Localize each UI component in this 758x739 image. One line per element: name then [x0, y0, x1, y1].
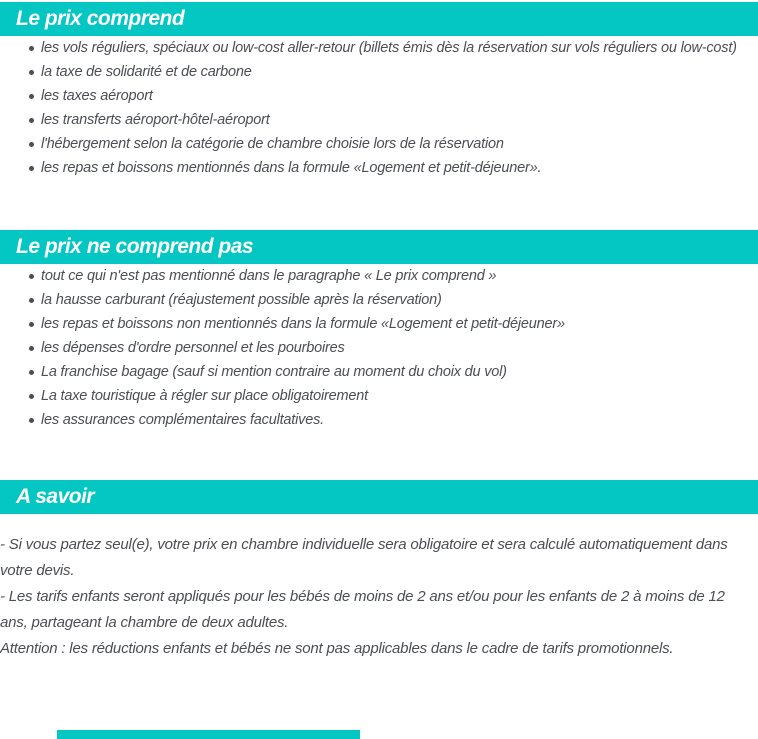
price-includes-list	[0, 36, 758, 180]
bullet-dot	[29, 46, 34, 51]
bullet-text: la hausse carburant (réajustement possible après la réservation)	[41, 292, 442, 308]
bullet-text: les dépenses d'ordre personnel et les pourboires	[41, 340, 345, 356]
note-paragraph: - Les tarifs enfants seront appliqués pour les bébés de moins de 2 ans et/ou pour les enfants de 2 à moins de 12 ans, partageant la chambre de deux adultes.	[0, 588, 725, 631]
bullet-text: les repas et boissons mentionnés dans la formule «Logement et petit-déjeuner».	[41, 160, 542, 176]
section-header-price-excludes: Le prix ne comprend pas	[0, 230, 758, 264]
bullet-dot	[29, 418, 34, 423]
bullet-dot	[29, 322, 34, 327]
price-excludes-list-group-1	[0, 264, 758, 312]
list-item	[28, 84, 748, 108]
list-item	[28, 384, 748, 408]
price-excludes-list-group-3	[0, 360, 758, 432]
bullet-text: les assurances complémentaires facultatives.	[41, 412, 324, 428]
bullet-dot	[29, 298, 34, 303]
bullet-dot	[29, 166, 34, 171]
list-item	[28, 132, 748, 156]
bullet-dot	[29, 118, 34, 123]
price-excludes-list-group-2	[0, 312, 758, 360]
bullet-text: La taxe touristique à régler sur place obligatoirement	[41, 388, 368, 404]
bullet-text: La franchise bagage (sauf si mention contraire au moment du choix du vol)	[41, 364, 507, 380]
bullet-dot	[29, 142, 34, 147]
list-item	[28, 288, 748, 312]
bullet-dot	[29, 94, 34, 99]
note-paragraph: Attention : les réductions enfants et bébés ne sont pas applicables dans le cadre de tarifs promotionnels.	[0, 640, 674, 657]
bullet-text: les taxes aéroport	[41, 88, 153, 104]
section-header-good-to-know: A savoir	[0, 480, 758, 514]
bullet-dot	[29, 346, 34, 351]
list-item	[28, 312, 748, 336]
section-header-price-includes: Le prix comprend	[0, 2, 758, 36]
list-item	[28, 336, 748, 360]
bullet-text: les vols réguliers, spéciaux ou low-cost aller-retour (billets émis dès la réservation sur vols réguliers ou low-cost)	[41, 40, 737, 56]
list-item	[28, 360, 748, 384]
bullet-text: la taxe de solidarité et de carbone	[41, 64, 252, 80]
note-paragraph: - Si vous partez seul(e), votre prix en chambre individuelle sera obligatoire et sera calculé automatiquement dans votre devis.	[0, 536, 728, 579]
bullet-text: tout ce qui n'est pas mentionné dans le paragraphe « Le prix comprend »	[41, 268, 497, 284]
price-conditions-page	[0, 2, 758, 739]
bullet-dot	[29, 70, 34, 75]
bullet-text: les transferts aéroport-hôtel-aéroport	[41, 112, 270, 128]
bullet-dot	[29, 394, 34, 399]
list-item	[28, 108, 748, 132]
list-item	[28, 60, 748, 84]
bullet-dot	[29, 370, 34, 375]
list-item	[28, 264, 748, 288]
list-item	[28, 36, 748, 60]
partial-next-section-bar	[57, 730, 360, 739]
bullet-text: les repas et boissons non mentionnés dans la formule «Logement et petit-déjeuner»	[41, 316, 565, 332]
list-item	[28, 156, 748, 180]
bullet-dot	[29, 274, 34, 279]
bullet-text: l'hébergement selon la catégorie de chambre choisie lors de la réservation	[41, 136, 504, 152]
list-item	[28, 408, 748, 432]
good-to-know-notes	[0, 532, 758, 662]
